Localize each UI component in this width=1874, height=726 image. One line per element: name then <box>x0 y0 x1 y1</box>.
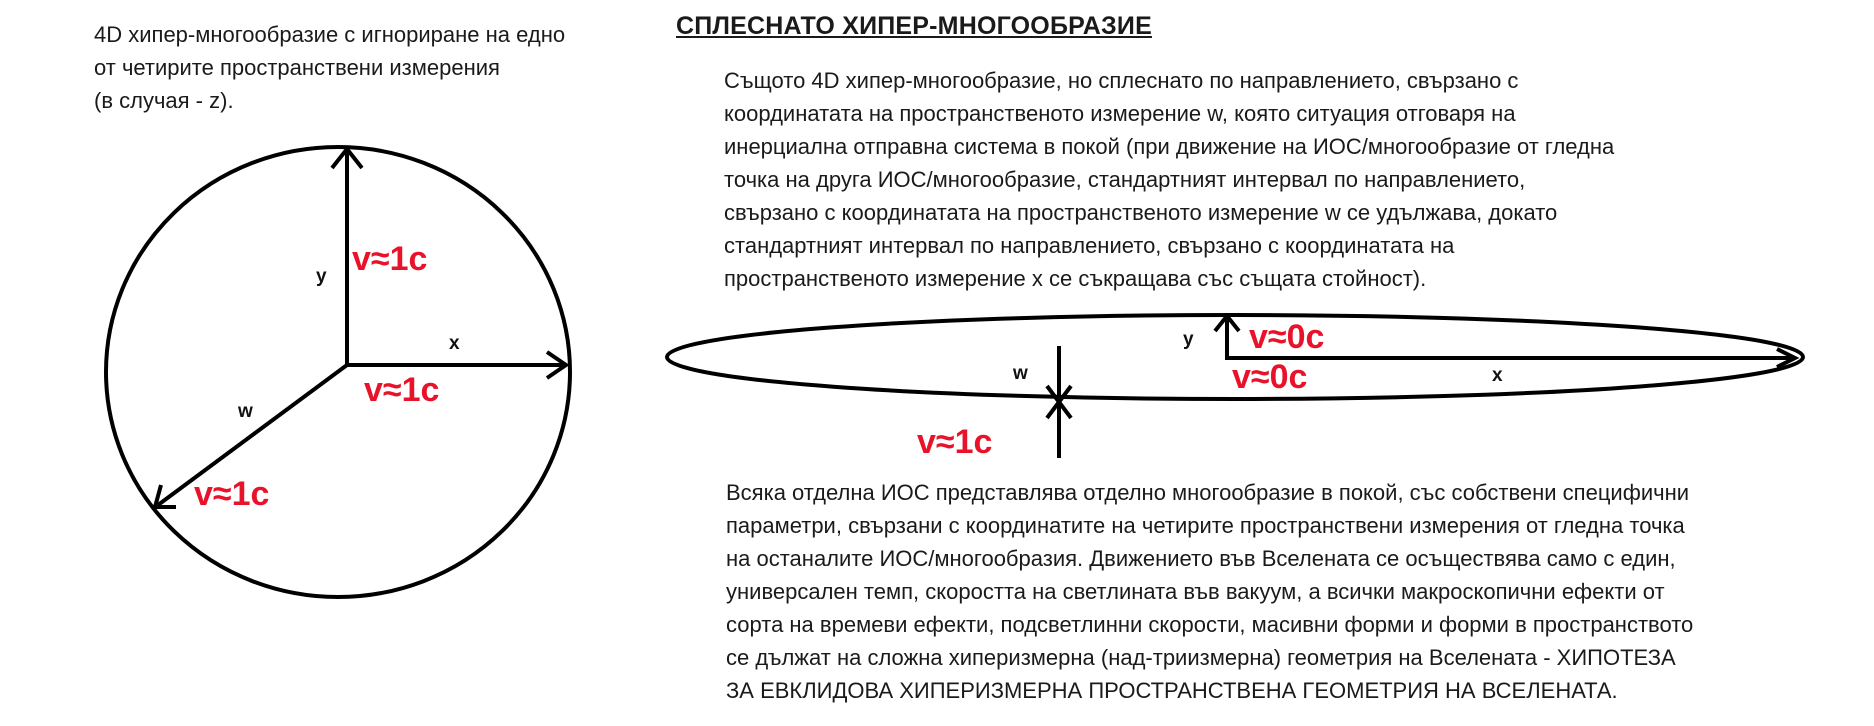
ellipse-velocity-y: v≈0c <box>1249 318 1325 356</box>
paragraph-line: точка на друга ИОС/многообразие, стандартният интервал по направлението, <box>724 167 1526 192</box>
paragraph-line: координатата на пространственото измерение w, която ситуация отговаря на <box>724 101 1516 126</box>
circle-velocity-x: v≈1c <box>364 371 440 409</box>
ellipse-x-label: x <box>1492 365 1503 386</box>
left-caption-line: 4D хипер-многообразие с игнориране на едно <box>94 22 566 47</box>
circle-w-label: w <box>238 401 253 422</box>
paragraph-line: параметри, свързани с координатите на четирите пространствени измерения от гледна точка <box>726 513 1685 538</box>
paragraph-line: на останалите ИОС/многообразия. Движението във Вселената се осъществява само с един, <box>726 546 1676 571</box>
paragraph-line: универсален темп, скоростта на светлината във вакуум, а всички макроскопични ефекти от <box>726 579 1665 604</box>
paragraph-line: сорта на времеви ефекти, подсветлинни скорости, масивни форми и форми в пространството <box>726 612 1694 637</box>
circle-velocity-w: v≈1c <box>194 475 270 513</box>
paragraph-line: свързано с координатата на пространственото измерение w се удължава, докато <box>724 200 1558 225</box>
paragraph-line: ЗА ЕВКЛИДОВА ХИПЕРИЗМЕРНА ПРОСТРАНСТВЕНА ГЕОМЕТРИЯ НА ВСЕЛЕНАТА. <box>726 678 1618 703</box>
circle-diagram <box>106 147 570 597</box>
circle-x-label: x <box>449 333 460 354</box>
ellipse-velocity-x: v≈0c <box>1232 358 1308 396</box>
left-caption-line: от четирите пространствени измерения <box>94 55 500 80</box>
paragraph-line: Същото 4D хипер-многообразие, но сплеснато по направлението, свързано с <box>724 68 1519 93</box>
paragraph-line: инерциална отправна система в покой (при движение на ИОС/многообразие от гледна <box>724 134 1615 159</box>
ellipse-diagram <box>667 315 1803 461</box>
circle-y-label: y <box>316 266 327 287</box>
ellipse-velocity-w: v≈1c <box>917 423 993 461</box>
paragraph-line: Всяка отделна ИОС представлява отделно многообразие в покой, със собствени специфични <box>726 480 1690 505</box>
ellipse-w-label: w <box>1013 363 1028 384</box>
paragraph-line: се дължат на сложна хиперизмерна (над-триизмерна) геометрия на Вселената - ХИПОТЕЗА <box>726 645 1676 670</box>
page-title: СПЛЕСНАТО ХИПЕР-МНОГООБРАЗИЕ <box>676 12 1152 40</box>
paragraph-line: стандартният интервал по направлението, свързано с координатата на <box>724 233 1455 258</box>
ellipse-y-label: y <box>1183 329 1194 350</box>
paragraph-line: пространственото измерение x се съкращава със същата стойност). <box>724 266 1427 291</box>
circle-velocity-y: v≈1c <box>352 240 428 278</box>
left-caption-line: (в случая - z). <box>94 88 234 113</box>
